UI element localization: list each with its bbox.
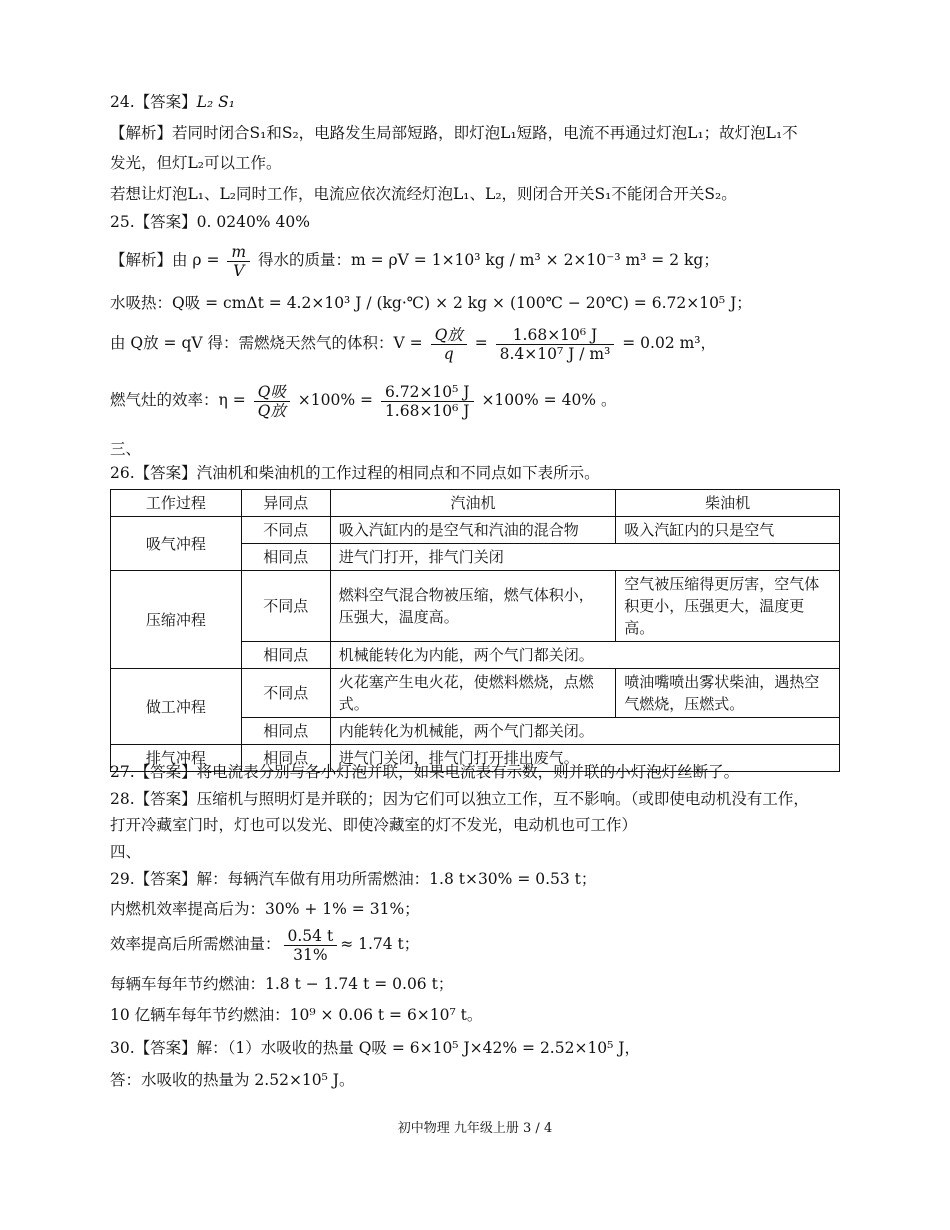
q25-vol-num1: Q放	[431, 326, 467, 345]
table-header-row	[111, 490, 840, 517]
q25-vol-den2: 8.4×10⁷ J / m³	[499, 344, 611, 363]
q24-analysis-2: 发光，但灯L₂可以工作。	[110, 154, 282, 172]
intake-diff-diesel: 吸入汽缸内的只是空气	[616, 517, 840, 544]
power-diff-label: 不同点	[241, 669, 330, 718]
compress-diff-gasoline: 燃料空气混合物被压缩，燃气体积小，压强大，温度高。	[330, 571, 616, 642]
q25-eff-fraction-1	[254, 383, 290, 420]
stroke-exhaust: 排气冲程	[111, 745, 242, 772]
q28-answer-2: 打开冷藏室门时，灯也可以发光、即使冷藏室的灯不发光，电动机也可工作）	[110, 816, 638, 834]
q28-answer-1: 28.【答案】压缩机与照明灯是并联的；因为它们可以独立工作，互不影响。（或即使电动机没有工作，	[110, 790, 809, 808]
q25-density-line	[110, 242, 719, 280]
q29-fuel-num: 0.54 t	[284, 927, 338, 946]
intake-diff-label: 不同点	[241, 517, 330, 544]
header-gasoline: 汽油机	[330, 490, 616, 517]
q25-vol-num2: 1.68×10⁶ J	[496, 326, 615, 345]
compress-diff-label: 不同点	[241, 571, 330, 642]
table-row	[111, 517, 840, 544]
q25-eff-den2: 1.68×10⁶ J	[384, 401, 470, 420]
q24-answer	[110, 92, 235, 112]
intake-same-text: 进气门打开，排气门关闭	[330, 544, 839, 571]
q25-eff-fraction-2	[381, 383, 474, 420]
table-row	[111, 571, 840, 642]
q25-heat-line: 水吸热：Q吸 = cmΔt = 4.2×10³ J / (kg·℃) × 2 kg × (100℃ − 20℃) = 6.72×10⁵ J；	[110, 294, 752, 312]
q29-line-2: 内燃机效率提高后为：30% + 1% = 31%；	[110, 900, 420, 918]
header-process: 工作过程	[111, 490, 242, 517]
q24-answer-prefix: 24.【答案】	[110, 93, 197, 111]
q27-answer: 27.【答案】将电流表分别与各小灯泡并联，如果电流表有示数，则并联的小灯泡灯丝断了。	[110, 763, 740, 781]
exhaust-same-text: 进气门关闭，排气门打开排出废气。	[330, 745, 839, 772]
q25-eff-mid: ×100% =	[292, 391, 378, 409]
header-comparison: 异同点	[241, 490, 330, 517]
q25-volume-line	[110, 325, 716, 363]
q25-rho-rest: 得水的质量：m = ρV = 1×10³ kg / m³ × 2×10⁻³ m³ = 2 kg；	[253, 251, 719, 269]
q25-eff-den1: Q放	[257, 401, 286, 420]
q29-fuel-fraction	[284, 927, 338, 964]
stroke-compression: 压缩冲程	[111, 571, 242, 669]
compress-same-text: 机械能转化为内能，两个气门都关闭。	[330, 642, 839, 669]
page-footer: 初中物理 九年级上册 3 / 4	[397, 1121, 553, 1136]
power-diff-gasoline: 火花塞产生电火花，使燃料燃烧，点燃式。	[330, 669, 616, 718]
q25-vol-fraction-1	[431, 326, 467, 363]
q29-line3-prefix: 效率提高后所需燃油量：	[110, 935, 281, 953]
q30-line-1: 30.【答案】解：（1）水吸收的热量 Q吸 = 6×10⁵ J×42% = 2.52×10⁵ J，	[110, 1039, 641, 1057]
q25-eff-rest: ×100% = 40% 。	[476, 391, 617, 409]
q29-line-3	[110, 926, 419, 964]
stroke-power: 做工冲程	[111, 669, 242, 745]
power-same-text: 内能转化为机械能，两个气门都关闭。	[330, 718, 839, 745]
power-same-label: 相同点	[241, 718, 330, 745]
intake-diff-gasoline: 吸入汽缸内的是空气和汽油的混合物	[330, 517, 616, 544]
q29-line-4: 每辆车每年节约燃油：1.8 t − 1.74 t = 0.06 t；	[110, 975, 454, 993]
q25-vol-den1: q	[443, 344, 454, 363]
q30-line-2: 答：水吸收的热量为 2.52×10⁵ J。	[110, 1071, 355, 1089]
q25-efficiency-line	[110, 382, 616, 420]
q24-answer-math: L₂ S₁	[196, 93, 235, 111]
q25-rho-prefix: 【解析】由 ρ =	[110, 251, 225, 269]
q25-eff-prefix: 燃气灶的效率：η =	[110, 391, 251, 409]
intake-same-label: 相同点	[241, 544, 330, 571]
q24-analysis-1: 【解析】若同时闭合S₁和S₂，电路发生局部短路，即灯泡L₁短路，电流不再通过灯泡L₁；故灯泡L₁不	[110, 124, 798, 142]
q25-vol-prefix: 由 Q放 = qV 得：需燃烧天然气的体积：V =	[110, 334, 428, 352]
q29-line-1: 29.【答案】解：每辆汽车做有用功所需燃油：1.8 t×30% = 0.53 t；	[110, 870, 597, 888]
engine-comparison-table	[110, 489, 840, 772]
compress-diff-diesel: 空气被压缩得更厉害，空气体积更小，压强更大，温度更高。	[616, 571, 840, 642]
header-diesel: 柴油机	[616, 490, 840, 517]
q25-rho-num: m	[227, 243, 250, 262]
q25-answer: 25.【答案】0. 0240% 40%	[110, 213, 310, 231]
q25-vol-fraction-2	[496, 326, 615, 363]
q25-rho-den: V	[233, 261, 245, 280]
compress-same-label: 相同点	[241, 642, 330, 669]
q29-line3-rest: ≈ 1.74 t；	[340, 935, 420, 953]
q29-fuel-den: 31%	[293, 945, 328, 964]
q25-eff-num2: 6.72×10⁵ J	[381, 383, 474, 402]
q25-rho-fraction	[227, 243, 250, 280]
table-row	[111, 669, 840, 718]
q24-analysis-3: 若想让灯泡L₁、L₂同时工作，电流应依次流经灯泡L₁、L₂，则闭合开关S₁不能闭合开关S₂。	[110, 185, 737, 203]
q26-intro: 26.【答案】汽油机和柴油机的工作过程的相同点和不同点如下表所示。	[110, 464, 600, 482]
section-4-heading: 四、	[110, 843, 142, 861]
q25-eff-num1: Q吸	[254, 383, 290, 402]
q25-vol-rest: = 0.02 m³，	[617, 334, 717, 352]
stroke-intake: 吸气冲程	[111, 517, 242, 571]
power-diff-diesel: 喷油嘴喷出雾状柴油，遇热空气燃烧，压燃式。	[616, 669, 840, 718]
q29-line-5: 10 亿辆车每年节约燃油：10⁹ × 0.06 t = 6×10⁷ t。	[110, 1006, 483, 1024]
exhaust-same-label: 相同点	[241, 745, 330, 772]
q25-vol-eq: =	[469, 334, 493, 352]
section-3-heading: 三、	[110, 440, 142, 458]
